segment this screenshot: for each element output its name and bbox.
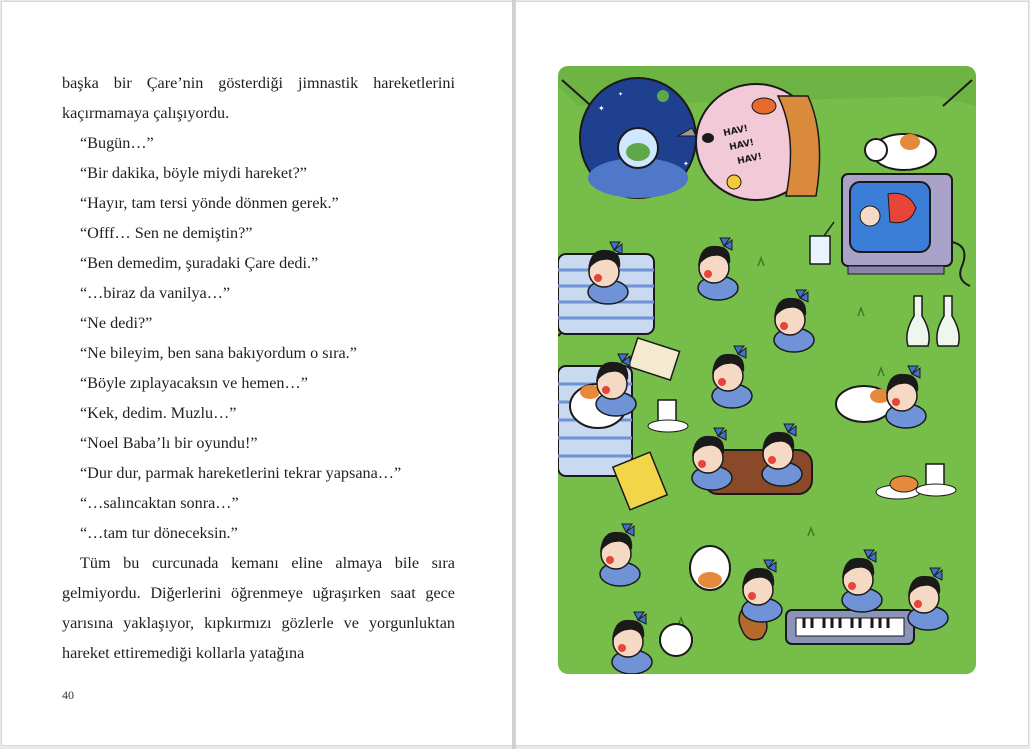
cat [836, 386, 892, 422]
bark-text: HAV! [728, 137, 756, 153]
paragraph: “Ben demedim, şuradaki Çare dedi.” [80, 254, 319, 272]
paragraph: “…salıncaktan sonra…” [80, 494, 239, 512]
bark-text: HAV! [736, 151, 764, 167]
paragraph: “Bugün…” [80, 134, 154, 152]
space-dream-bubble [580, 78, 696, 198]
star-icon: ✦ [683, 160, 689, 168]
cat [690, 546, 730, 590]
paragraph: “Kek, dedim. Muzlu…” [80, 404, 237, 422]
right-page [516, 2, 1028, 745]
paragraph: “Noel Baba’lı bir oyundu!” [80, 434, 258, 452]
dog-dream-bubble [696, 84, 820, 200]
star-icon: ✦ [618, 91, 624, 98]
body-text [62, 68, 455, 668]
paragraph: “Dur dur, parmak hareketlerini tekrar yapsana…” [80, 464, 402, 482]
illustration [558, 66, 976, 674]
paragraph: “…tam tur döneceksin.” [80, 524, 238, 542]
cat [660, 624, 692, 656]
paragraph: “Böyle zıplayacaksın ve hemen…” [80, 374, 308, 392]
paragraph: “…biraz da vanilya…” [80, 284, 231, 302]
piano-keyboard [786, 610, 914, 644]
paragraph: “Ne bileyim, ben sana bakıyordum o sıra.” [80, 344, 357, 362]
paragraph: “Bir dakika, böyle miydi hareket?” [80, 164, 307, 182]
paragraph: Tüm bu curcunada kemanı eline almaya bile sıra gelmiyordu. Diğerlerini öğrenmeye uğraşırken saat gece yarısına yaklaşıyor, kıpkırmızı gözlerle ve yorgunluktan hareket ettiremediği kollarla yatağına [62, 554, 455, 662]
paragraph: başka bir Çare’nin gösterdiği jimnastik hareketlerini kaçırmamaya çalışıyordu. [62, 74, 455, 122]
star-icon: ✦ [598, 104, 605, 113]
left-page [2, 2, 512, 745]
paragraph: “Offf… Sen ne demiştin?” [80, 224, 253, 242]
paragraph: “Hayır, tam tersi yönde dönmen gerek.” [80, 194, 339, 212]
room-illustration [558, 66, 976, 674]
paragraph: “Ne dedi?” [80, 314, 153, 332]
page-number: 40 [62, 688, 74, 702]
bark-text: HAV! [722, 123, 750, 139]
